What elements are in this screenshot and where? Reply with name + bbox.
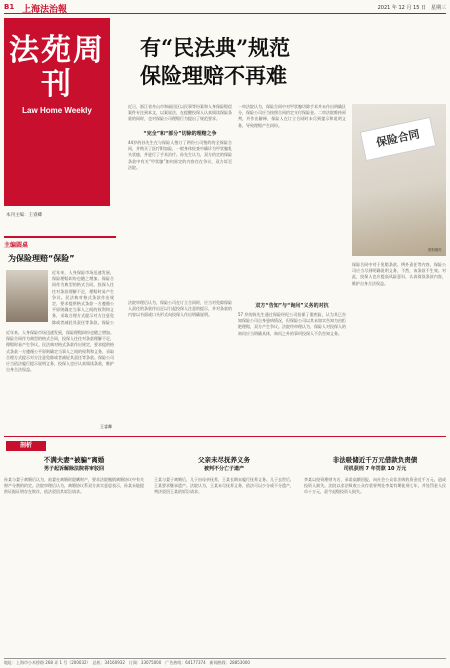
editor-column-text-top: 近年来，人身保险市场迅速发展，保险理赔纠纷也随之增加。保险合同作为典型的格式合同，投保人往往对条款理解不足，理赔时易产生争议。民法典对格式条款作出规定，要求提供格式条款一方遵循公平原则确定当事人之间的权利和义务，采取合理方式提示对方注意免除或者减轻其责任等条款。保险公 [52,270,114,325]
story-a-title: 不满夫妻“被骗”离婚 [43,456,105,464]
lead-paragraph: 近日，浙江省舟山市和福田区以民事等纷案和人身保险赔偿案件专注到本文，以案说法，在提醒投保人认真阅读保险条款的同时，也对保险公司理赔行为提出了规范要求。 [128,104,232,122]
headline-line-2: 保险理赔不再难 [140,63,287,88]
editor-column-author: 王睿卿 [100,424,112,429]
story-a [4,456,144,657]
issue-date: 2021 年 12 月 15 日 星期三 [377,5,446,11]
page-number: B1 [4,3,15,11]
story-b [154,456,294,657]
author-portrait [6,270,48,322]
story-a-text: 孙某与妻子离婚后认为，前妻在离婚时隐瞒财产，要求法院撤销离婚协议中有关财产分割的约定。法院审理后认为，离婚协议系双方真实意思表示，孙某未能提供证据证明存在欺诈，依法驳回其诉讼请求。 [4,477,144,495]
story-b-title: 父亲未尽抚养义务 [198,456,250,464]
editor-column-text: 近年来，人身保险市场迅速发展，保险理赔纠纷也随之增加。保险合同作为典型的格式合同，投保人往往对条款理解不足，理赔时易产生争议。民法典对格式条款作出规定，要求提供格式条款一方遵循公平原则确定当事人之间的权利和义务，采取合理方式提示对方注意免除或者减轻其责任等条款。保险公司应当依法履行提示说明义务，投保人也应认真阅读条款，维护自身合法权益。 [6,330,114,373]
editor-column-label: 主编圆桌 [4,242,29,249]
banner-subtitle: Law Home Weekly [22,106,92,115]
editor-column-title: 为保险理赔“保险” [8,254,75,263]
section-heading-1: “完全”和“部分”切除的理赔之争 [143,131,217,137]
page-footer: 地址：上海市小木桥路 268 弄 1 号（200032） 总机：34160932 订阅：33075000 广告热线：64177374 新闻热线：28853000 [4,658,446,666]
article-column-5: 保险合同中对于免赔条款、例外责任等内容，保险公司应当尽到明确说明义务，不然，该条款不生效。对此，投保人也应提高风险意识，认真阅读条款内容，维护自身合法权益。 [352,262,446,286]
editor-credit: 本刊主编：王睿卿 [6,213,42,218]
banner-title: 法苑周刊 [9,33,105,102]
section-tag: 剖析 [6,441,46,451]
headline-line-1: 有“民法典”规范 [140,35,291,60]
story-c-title: 非法吸储近千万元借款负责债 [332,456,418,464]
article-column-4: 57 岁的陈先生通过保险经纪公司投保了重疾险，认为其已告知保险公司自身患病情况，但保险公司以其未如实告知为由拒绝理赔，双方产生争议。法院经审理认为，保险人对投保人的询问应当明确具体，询问之外的事项投保人不负告知义务。 [238,312,346,336]
photo-caption: 资料图片 [428,248,442,252]
section-heading-2: 双方“告知”与“询问”义务的对抗 [255,303,329,309]
masthead [4,2,446,14]
section-divider [4,436,446,437]
story-c-subtitle: 司机获刑 7 年罚款 10 万元 [343,466,407,472]
section-banner [4,18,110,206]
main-headline [140,34,370,90]
insurance-contract-photo [352,104,446,256]
story-a-subtitle: 男子起诉解除法院将审驳回 [43,466,104,472]
article-column-1: 44岁的孙先生在与保险人签订了两份公司签约的全保险合同，并购买了医疗附加险，一般身体检查中确诊为甲状腺乳头状癌，并进行了手术治疗。孙先生认为，双方约定的保险条款中有关“甲状腺”如何界定的内容存在争议，双方诉至法院。 [128,140,232,170]
newspaper-logo: 上海法治報 [22,5,68,15]
article-column-3: 法院审理后认为，保险公司在订立合同时，应当对免除保险人责任的条款作出足以引起投保人注意的提示，并对条款的内容以书面或口头形式向投保人作出明确说明。 [128,300,232,318]
photo-label: 保险合同 [360,117,437,161]
editor-column [4,236,116,434]
article-column-2: 一审法院认为，保险合同中对甲状腺切除手术并未作出明确区分，保险公司应当按照合同约定支付保险金。二审法院维持原判，并作出解释，保险人在订立合同时未尽到提示和说明义务，导致理赔产生纠纷。 [238,104,346,128]
story-b-subtitle: 被判不分亡子遗产 [203,466,244,472]
story-b-text: 王某与妻子离婚后，儿子由母亲抚养，王某长期未履行抚养义务。儿子去世后，王某要求继承遗产。法院认为，王某未尽抚养义务，依法可以少分或不分遗产，判决驳回王某的诉讼请求。 [154,477,294,495]
story-c-text: 李某以投资理财为名，承诺高额回报，向社会公众非法吸收资金近千万元，造成投资人损失。法院以非法吸收公众存款罪判处李某有期徒刑七年，并处罚金人民币十万元，责令退赔投资人损失。 [304,477,446,495]
story-c [304,456,446,657]
